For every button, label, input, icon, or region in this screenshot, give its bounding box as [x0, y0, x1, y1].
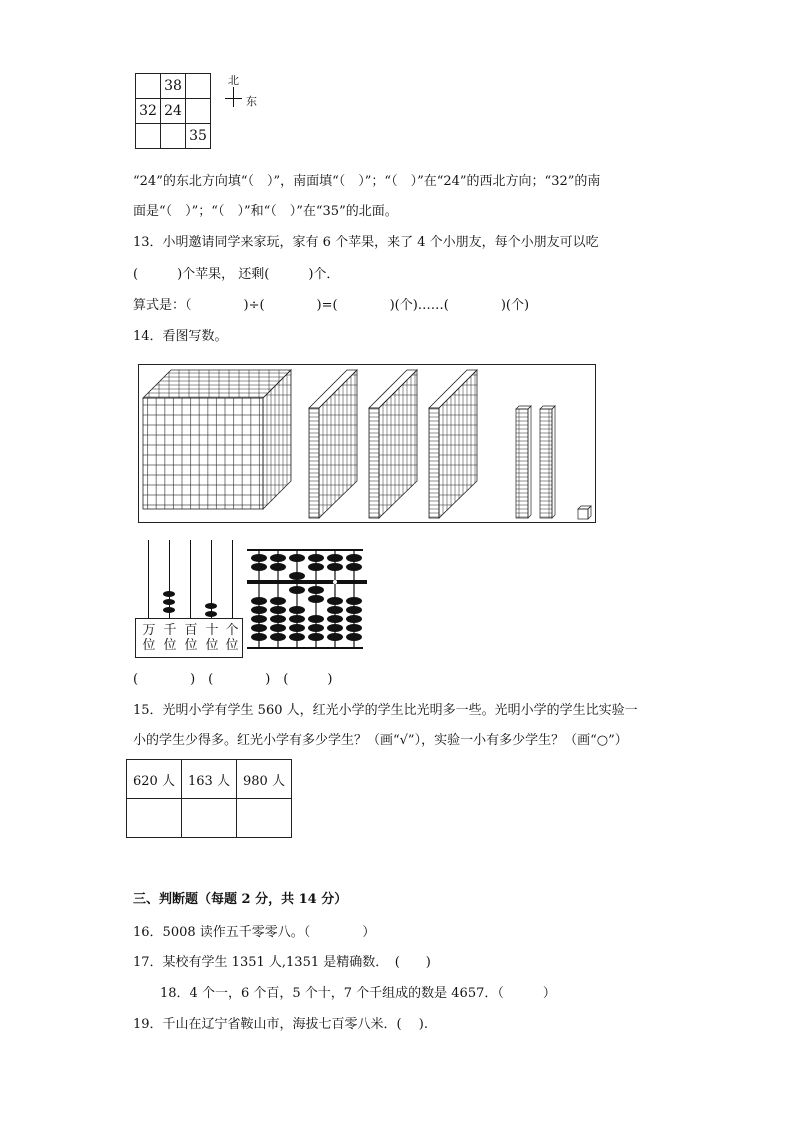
compass-vertical-line: [233, 87, 234, 107]
compass-icon: [223, 72, 263, 112]
q19: 19．千山在辽宁省鞍山市，海拔七百零八米．( ).: [133, 1017, 428, 1032]
bead: [205, 603, 217, 609]
q15-line2: 小的学生少得多。红光小学有多少学生？（画“√”），实验一小有多少学生？（画“○”）: [133, 733, 628, 748]
grid-cell: 24: [161, 99, 186, 124]
q17: 17．某校有学生 1351 人,1351 是精确数． ( ): [133, 955, 431, 970]
mark-cell[interactable]: [237, 799, 292, 838]
base-ten-blocks-figure: [138, 364, 596, 523]
grid-cell: [161, 124, 186, 149]
label-bai: 百 位: [184, 623, 198, 653]
label-qian: 千 位: [163, 623, 177, 653]
grid-cell: [186, 74, 211, 99]
bead: [163, 591, 175, 597]
q15-line1: 15．光明小学有学生 560 人，红光小学的学生比光明多一些。光明小学的学生比实验一: [133, 703, 638, 718]
label-shi: 十 位: [205, 623, 219, 653]
compass-horizontal-line: [225, 98, 242, 99]
counting-frame: [135, 540, 243, 658]
mark-cell[interactable]: [182, 799, 237, 838]
thousand-cube: [143, 370, 291, 509]
options-table: [126, 759, 292, 838]
bead: [163, 607, 175, 613]
grid-cell: 38: [161, 74, 186, 99]
hundred-flat-2: [369, 370, 417, 518]
bead: [205, 611, 217, 617]
q13-line2: ( )个苹果， 还剩( )个．: [133, 267, 340, 282]
q13-line1: 13．小明邀请同学来家玩，家有 6 个苹果，来了 4 个小朋友，每个小朋友可以吃: [133, 235, 599, 250]
hundred-flat-3: [429, 370, 477, 518]
q16: 16．5008 读作五千零零八。（ ）: [133, 925, 376, 940]
option-cell: 163 人: [182, 760, 237, 799]
q12-line2: 面是“（ ）”；“（ ）”和“（ ）”在“35”的北面。: [133, 204, 398, 219]
ten-rod-2: [540, 406, 555, 518]
rod-bai: [190, 540, 191, 618]
label-ge: 个 位: [225, 623, 239, 653]
hundred-flat-1: [309, 370, 357, 518]
place-value-labels: [135, 618, 243, 658]
compass-east-label: 东: [246, 95, 257, 108]
bead: [163, 599, 175, 605]
grid-cell: 35: [186, 124, 211, 149]
q12-line1: “24”的东北方向填“（ ）”，南面填“（ ）”；“（ ）”在“24”的西北方向；“32”的南: [133, 174, 601, 189]
option-cell: 620 人: [127, 760, 182, 799]
abacus-icon: [247, 548, 367, 650]
grid-cell: [136, 124, 161, 149]
section-heading: 三、判断题（每题 2 分，共 14 分）: [133, 892, 348, 907]
q14-title: 14．看图写数。: [133, 329, 228, 344]
abacus: [247, 548, 367, 650]
rod-wan: [148, 540, 149, 618]
compass-north-label: 北: [228, 74, 239, 87]
grid-cell: [186, 99, 211, 124]
option-cell: 980 人: [237, 760, 292, 799]
rod-ge: [232, 540, 233, 618]
ten-rod-1: [516, 406, 531, 518]
q13-formula: 算式是：（ )÷( )=( )(个)……( )(个): [133, 298, 530, 313]
number-grid: [135, 73, 211, 149]
grid-cell: [136, 74, 161, 99]
base-ten-blocks-icon: [139, 365, 595, 522]
grid-cell: 32: [136, 99, 161, 124]
mark-cell[interactable]: [127, 799, 182, 838]
q14-answer-blanks: ( ) ( ) ( ): [133, 672, 333, 687]
label-wan: 万 位: [142, 623, 156, 653]
q18: 18．4 个一，6 个百，5 个十，7 个千组成的数是 4657．（ ）: [160, 986, 556, 1001]
unit-cube: [578, 506, 591, 519]
